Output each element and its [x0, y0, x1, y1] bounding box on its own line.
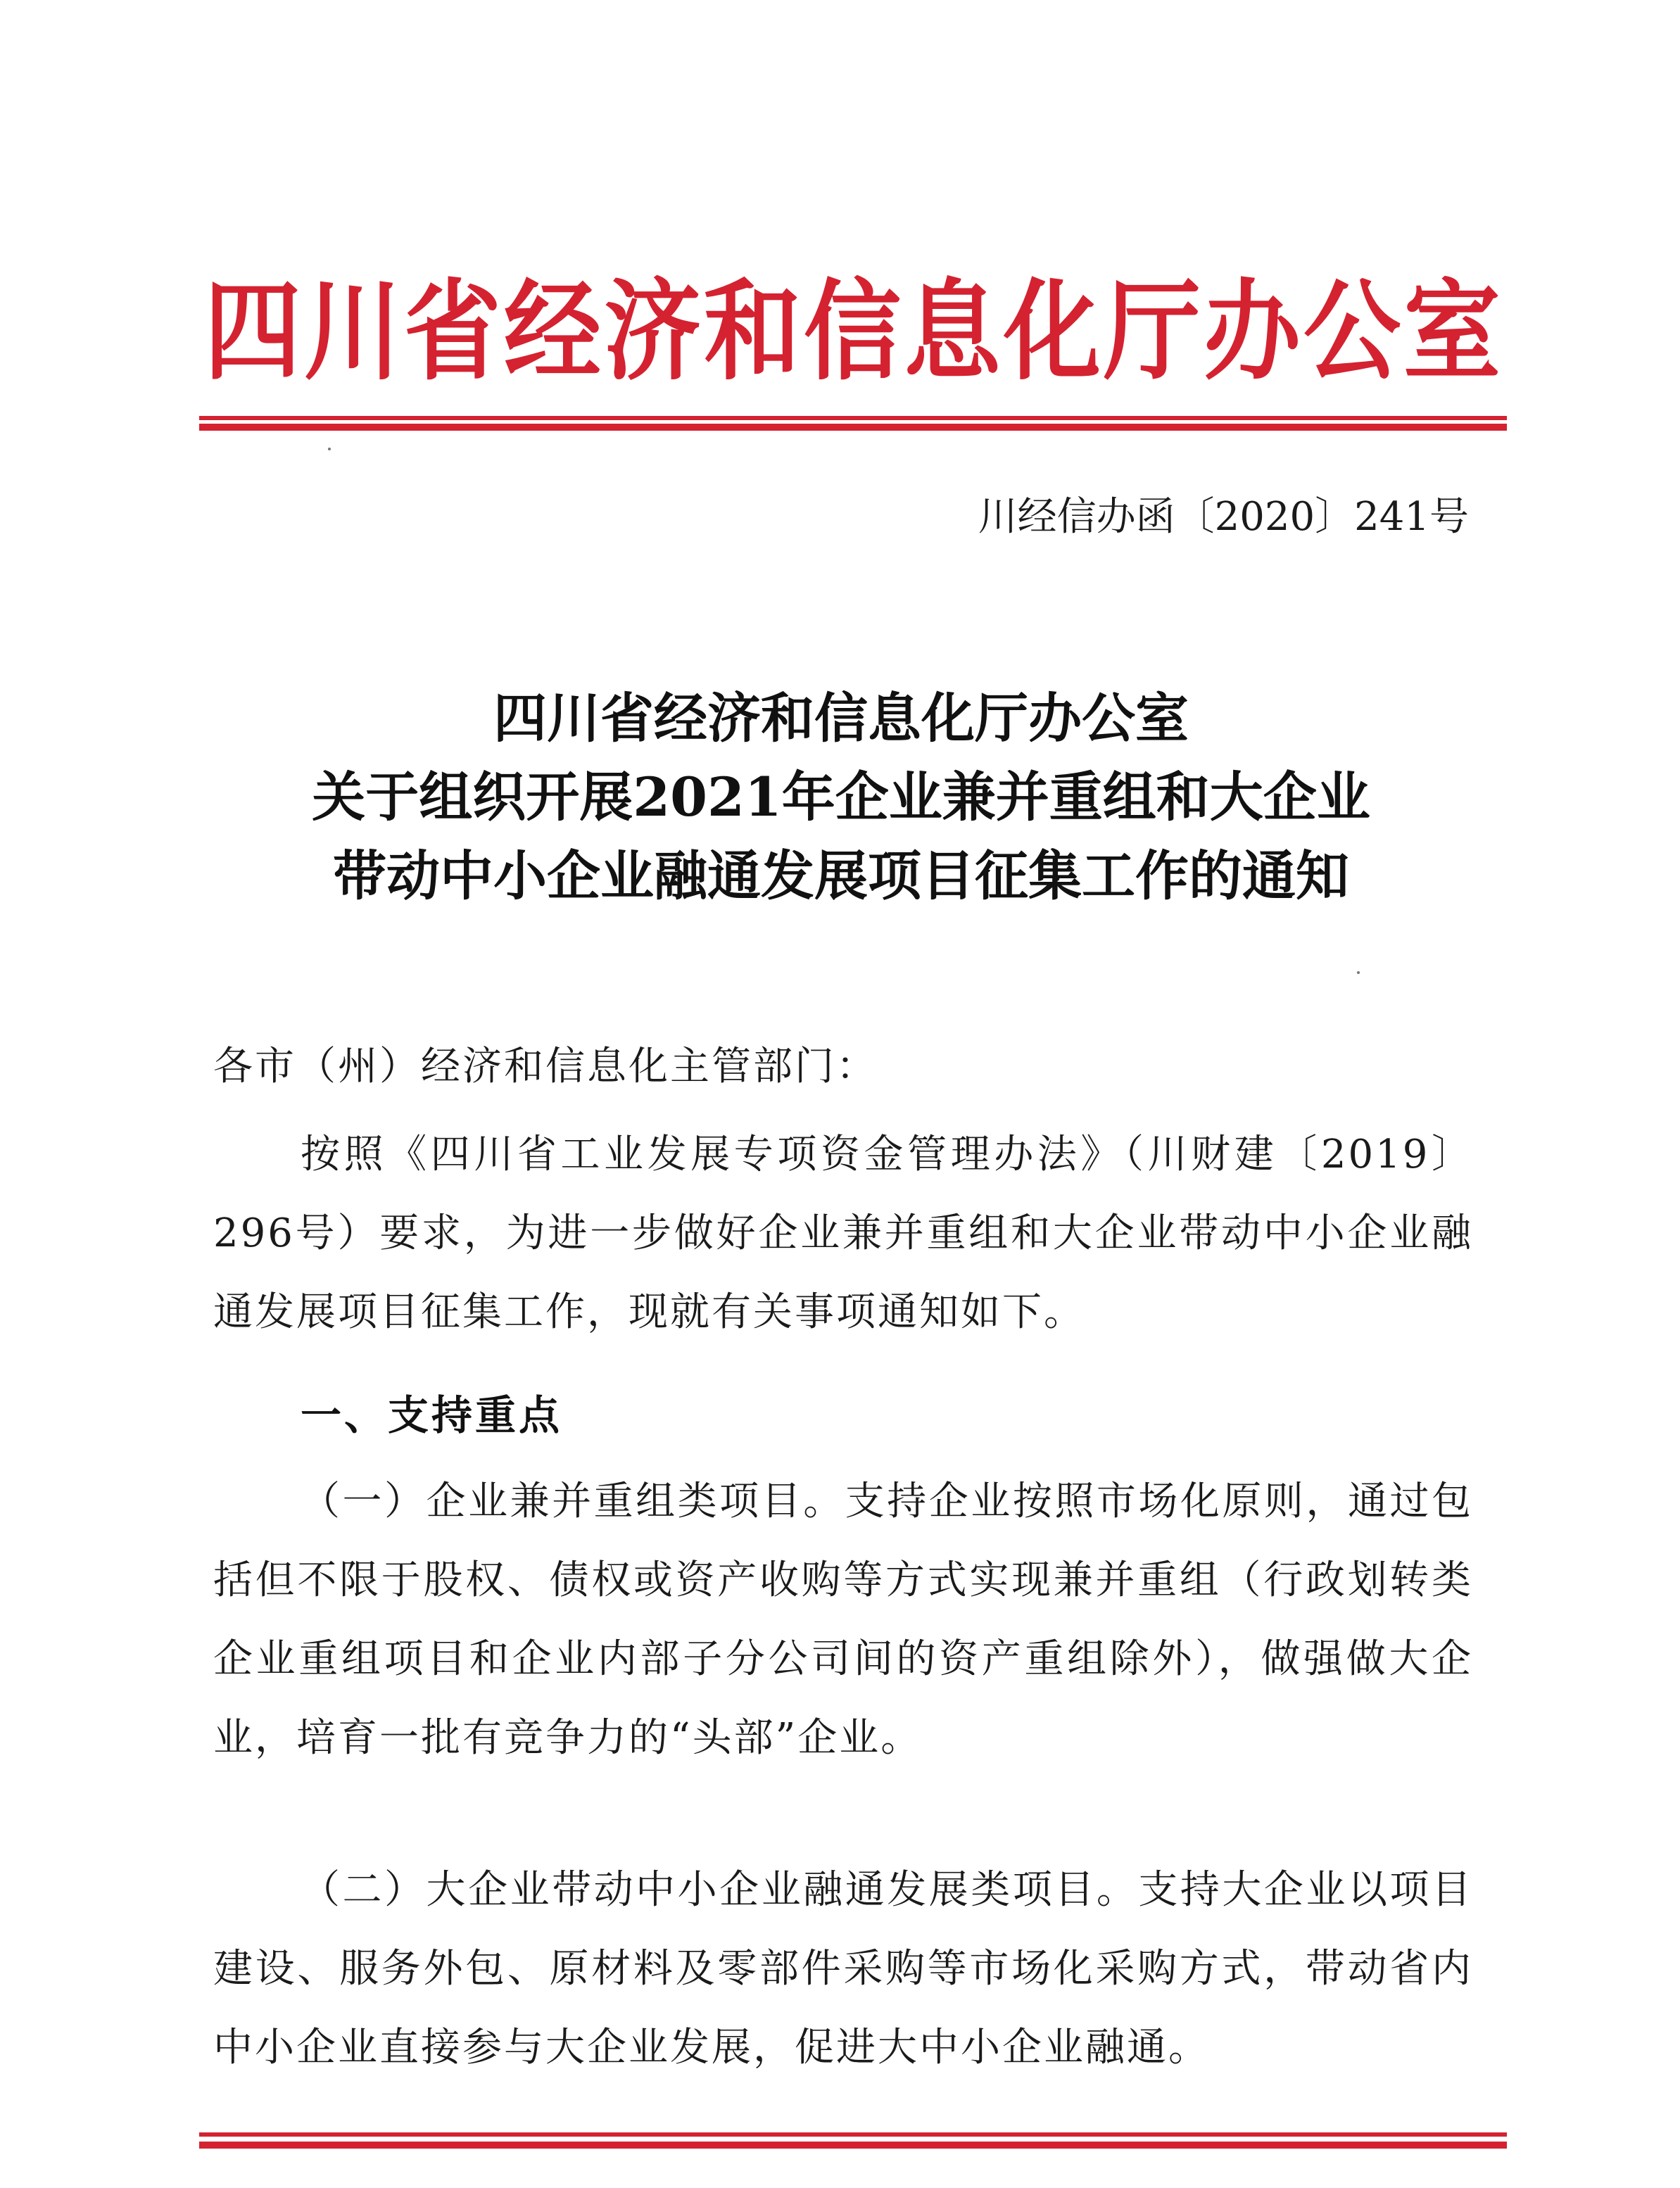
section-heading-support-focus: 一、支持重点	[301, 1391, 563, 1439]
document-title	[204, 679, 1478, 916]
document-number: 川经信办函〔2020〕241号	[978, 494, 1469, 540]
footer-red-rule-thin	[199, 2132, 1507, 2137]
masthead-red-rule-thin	[199, 416, 1507, 420]
title-line-1: 四川省经济和信息化厅办公室	[493, 687, 1189, 750]
title-line-3: 带动中小企业融通发展项目征集工作的通知	[333, 845, 1349, 907]
item-large-enterprise-integration: （二）大企业带动中小企业融通发展类项目。支持大企业以项目建设、服务外包、原材料及零部件采购等市场化采购方式，带动省内中小企业直接参与大企业发展，促进大中小企业融通。	[213, 1867, 1473, 2070]
intro-paragraph: 按照《四川省工业发展专项资金管理办法》（川财建〔2019〕296号）要求，为进一步做好企业兼并重组和大企业带动中小企业融通发展项目征集工作，现就有关事项通知如下。	[213, 1132, 1473, 1335]
masthead-issuer: 四川省经济和信息化厅办公室	[204, 266, 1504, 396]
title-line-2: 关于组织开展2021年企业兼并重组和大企业	[312, 766, 1370, 828]
footer-red-rule-thick	[199, 2142, 1507, 2149]
item-merger-restructuring: （一）企业兼并重组类项目。支持企业按照市场化原则，通过包括但不限于股权、债权或资产收购等方式实现兼并重组（行政划转类企业重组项目和企业内部子分公司间的资产重组除外），做强做大企业，培育一批有竞争力的“头部”企业。	[213, 1479, 1473, 1761]
scan-speck	[328, 448, 331, 450]
masthead-red-rule-thick	[199, 424, 1507, 431]
scan-speck	[1357, 971, 1360, 974]
salutation: 各市（州）经济和信息化主管部门：	[213, 1044, 878, 1089]
